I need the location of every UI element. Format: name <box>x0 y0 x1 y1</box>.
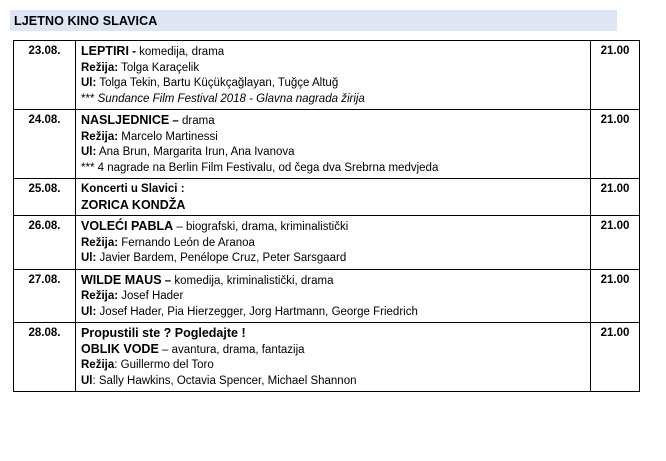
screening-details <box>76 216 591 270</box>
screening-time: 21.00 <box>591 179 640 216</box>
cinema-title: LJETNO KINO SLAVICA <box>14 13 158 28</box>
table-row <box>14 323 640 392</box>
note-stars: *** <box>81 92 95 105</box>
cast-line <box>81 76 585 92</box>
rerun-heading: Propustili ste ? Pogledajte ! <box>81 326 246 340</box>
cast-label: Ul: <box>81 252 97 264</box>
cast-label: Ul: <box>81 146 97 158</box>
cast-label: Ul: <box>81 305 97 318</box>
table-row <box>14 179 640 216</box>
title-separator: - <box>128 46 140 58</box>
film-title: OBLIK VODE <box>81 341 159 356</box>
film-genre: avantura, drama, fantazija <box>171 343 305 356</box>
screening-time: 21.00 <box>591 110 640 179</box>
title-separator: – <box>169 115 183 127</box>
screening-details <box>76 323 591 392</box>
screening-date: 25.08. <box>14 179 76 216</box>
award-note <box>81 92 585 108</box>
table-row <box>14 216 640 270</box>
title-separator: – <box>161 274 175 287</box>
concert-performer: ZORICA KONDŽA <box>81 197 186 212</box>
director-line <box>81 289 585 305</box>
note-text: Sundance Film Festival 2018 - Glavna nagrada žirija <box>97 92 365 105</box>
schedule-header <box>10 10 617 31</box>
director-line <box>81 130 585 146</box>
director-line <box>81 358 585 374</box>
title-separator: – <box>173 221 186 233</box>
film-genre: komedija, kriminalistički, drama <box>174 274 334 287</box>
film-title: WILDE MAUS <box>81 272 162 287</box>
film-title: LEPTIRI <box>81 44 129 58</box>
cast-names: Javier Bardem, Penélope Cruz, Peter Sarsgaard <box>99 252 347 264</box>
screening-time: 21.00 <box>591 216 640 270</box>
film-title-line <box>81 219 585 236</box>
cast-line <box>81 145 585 161</box>
film-title-line <box>81 44 585 61</box>
film-title: NASLJEDNICE <box>81 113 170 127</box>
film-genre: biografski, drama, kriminalistički <box>185 221 349 233</box>
screening-time: 21.00 <box>591 41 640 110</box>
director-label: Režija: <box>81 236 119 249</box>
cast-line <box>81 251 585 267</box>
screening-date: 23.08. <box>14 41 76 110</box>
cast-names: Josef Hader, Pia Hierzegger, Jorg Hartmann, George Friedrich <box>99 305 418 318</box>
director-name: Josef Hader <box>121 290 184 302</box>
screening-details <box>76 110 591 179</box>
table-row <box>14 269 640 323</box>
table-row <box>14 41 640 110</box>
award-note: *** 4 nagrade na Berlin Film Festivalu, od čega dva Srebrna medvjeda <box>81 161 439 174</box>
director-name: : Guillermo del Toro <box>114 359 214 371</box>
screening-time: 21.00 <box>591 323 640 392</box>
cast-names: Ana Brun, Margarita Irun, Ana Ivanova <box>98 146 295 158</box>
film-title: VOLEĆI PABLA <box>81 219 174 233</box>
screening-time: 21.00 <box>591 269 640 323</box>
director-label: Režija: <box>81 61 119 74</box>
film-genre: drama <box>182 115 215 127</box>
screening-details <box>76 41 591 110</box>
director-line <box>81 236 585 252</box>
film-title-line <box>81 273 585 290</box>
screening-details <box>76 179 591 216</box>
film-title-line <box>81 342 585 359</box>
cast-label: Ul <box>81 374 93 387</box>
director-label: Režija: <box>81 290 119 302</box>
screening-date: 24.08. <box>14 110 76 179</box>
cast-names: : Sally Hawkins, Octavia Spencer, Michael Shannon <box>92 374 357 387</box>
director-name: Marcelo Martinessi <box>121 130 218 143</box>
cast-line <box>81 305 585 321</box>
director-name: Tolga Karaçelik <box>121 61 200 74</box>
director-label: Režija: <box>81 130 119 143</box>
screening-schedule-table <box>13 40 640 392</box>
table-row <box>14 110 640 179</box>
concert-heading: Koncerti u Slavici : <box>81 183 185 195</box>
film-title-line <box>81 113 585 130</box>
cast-label: Ul: <box>81 77 97 89</box>
title-separator: – <box>158 343 172 356</box>
cast-line <box>81 374 585 390</box>
screening-date: 27.08. <box>14 269 76 323</box>
director-label: Režija <box>81 359 115 371</box>
cast-names: Tolga Tekin, Bartu Küçükçağlayan, Tuğçe Altuğ <box>99 77 339 89</box>
director-line <box>81 61 585 77</box>
screening-date: 28.08. <box>14 323 76 392</box>
director-name: Fernando León de Aranoa <box>121 236 255 249</box>
screening-details <box>76 269 591 323</box>
screening-date: 26.08. <box>14 216 76 270</box>
film-genre: komedija, drama <box>139 46 225 58</box>
